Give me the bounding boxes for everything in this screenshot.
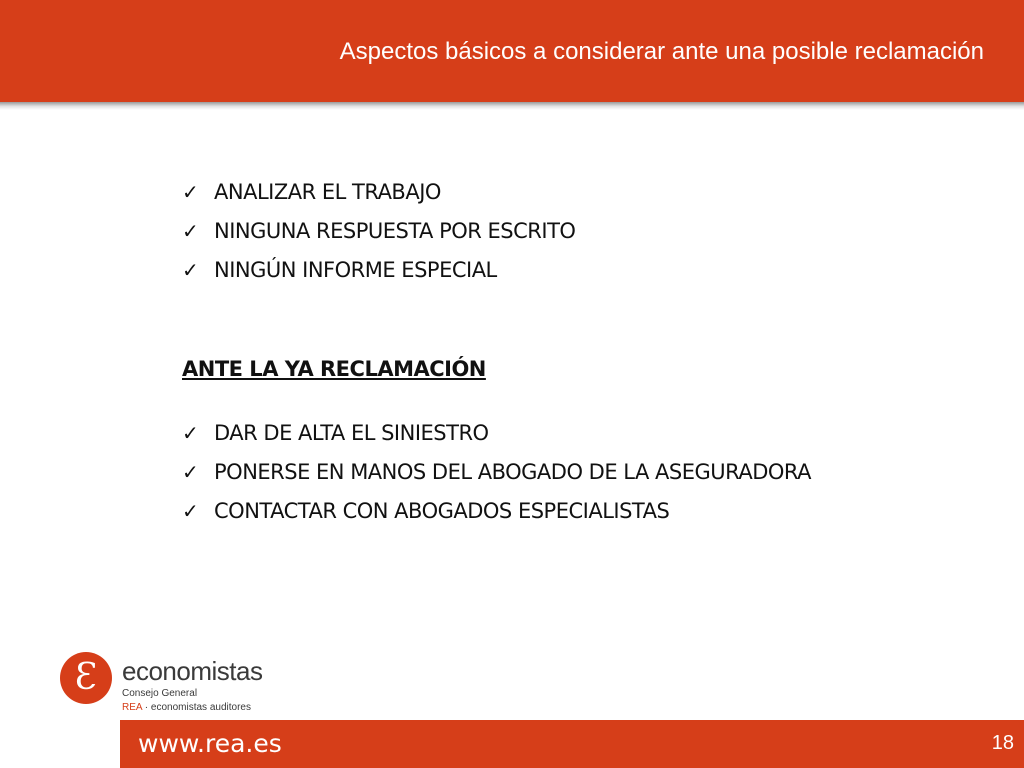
logo-mark-icon [60,652,112,704]
list-item-label: NINGÚN INFORME ESPECIAL [214,258,497,282]
slide-footer [120,720,1024,768]
list-item [182,215,811,254]
logo-tagline-rest: · economistas auditores [142,702,251,713]
checkmark-icon: ✓ [182,258,199,282]
logo-wordmark: economistas [122,656,263,686]
checklist-after-claim [182,417,811,534]
list-item [182,417,811,456]
economistas-logo [60,652,290,714]
checklist-before-claim [182,176,811,293]
checkmark-icon: ✓ [182,499,199,523]
list-item-label: DAR DE ALTA EL SINIESTRO [214,421,489,445]
header-shadow-divider [0,102,1024,110]
list-item [182,456,811,495]
list-item-label: NINGUNA RESPUESTA POR ESCRITO [214,219,576,243]
checkmark-icon: ✓ [182,219,199,243]
slide-title: Aspectos básicos a considerar ante una posible reclamación [339,38,984,65]
list-item [182,495,811,534]
logo-glyph: Ɛ [74,657,98,698]
checkmark-icon: ✓ [182,460,199,484]
slide-content [182,176,811,534]
logo-tagline-accent: REA [122,702,143,713]
list-item-label: ANALIZAR EL TRABAJO [214,180,441,204]
section-heading: ANTE LA YA RECLAMACIÓN [182,357,486,381]
list-item [182,254,811,293]
checkmark-icon: ✓ [182,180,199,204]
logo-subtitle: Consejo General [122,688,198,699]
list-item-label: CONTACTAR CON ABOGADOS ESPECIALISTAS [214,499,670,523]
footer-url-link[interactable]: www.rea.es [138,729,282,758]
list-item [182,176,811,215]
checkmark-icon: ✓ [182,421,199,445]
list-item-label: PONERSE EN MANOS DEL ABOGADO DE LA ASEGURADORA [214,460,812,484]
logo-tagline [122,702,251,713]
page-number: 18 [991,732,1014,754]
slide-header [0,0,1024,102]
